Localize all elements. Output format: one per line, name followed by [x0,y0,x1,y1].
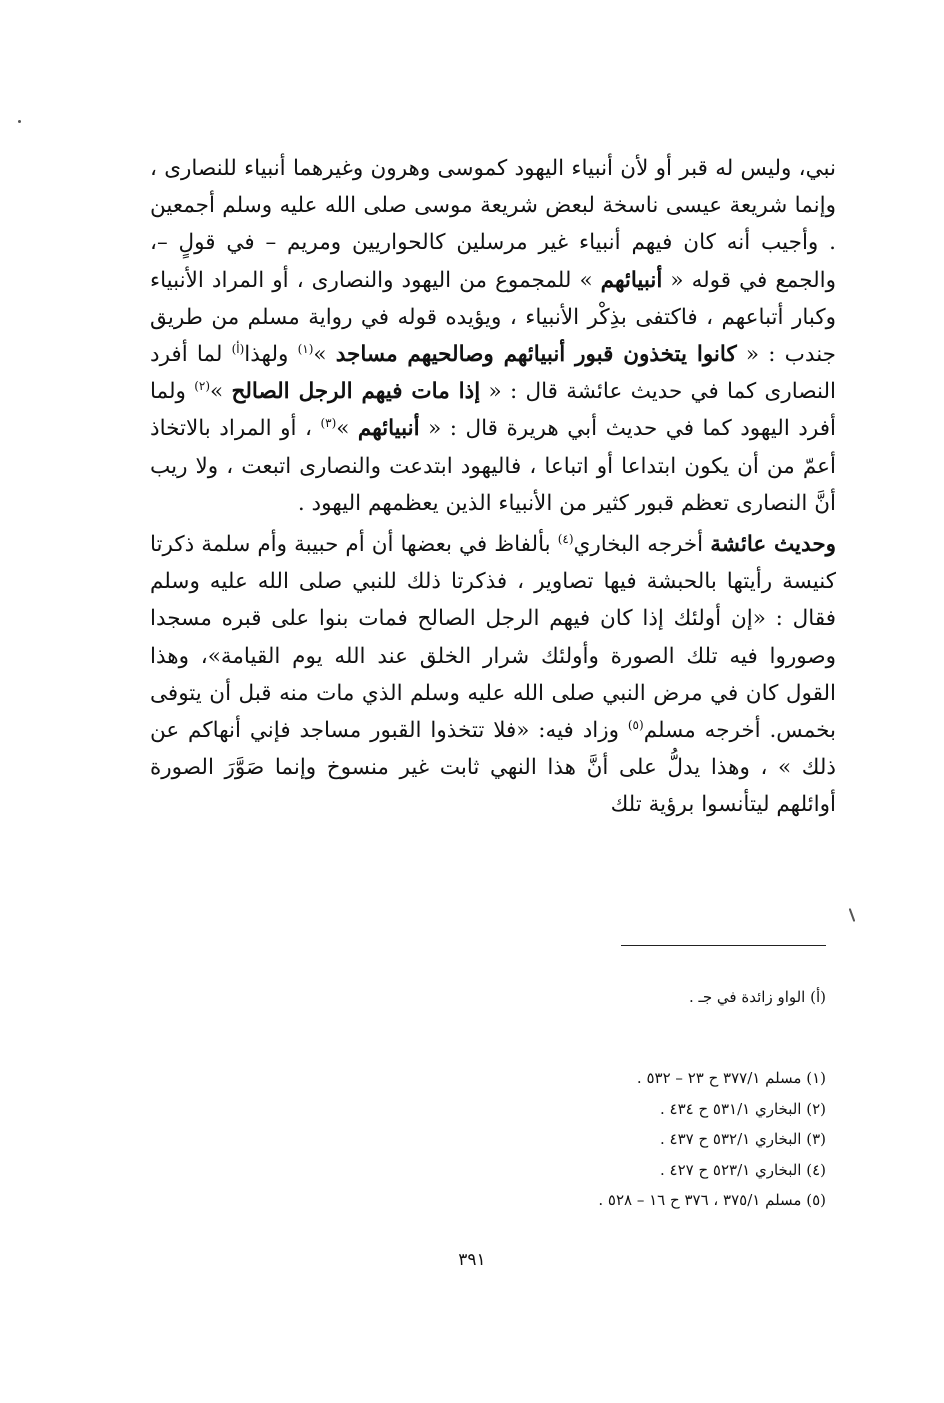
letter-notes [226,982,826,1013]
footnote-marker: (٤) [557,531,574,546]
text-run: ولما أفرد اليهود كما في حديث أبي هريرة قال : « [150,379,836,442]
text-run: بألفاظ في بعضها أن أم حبيبة وأم سلمة ذكرتا كنيسة رأيتها بالحبشة فيها تصاوير ، فذكرتا ذلك للنبي صلى الله عليه وسلم فقال : «إن أولئك إذا كان فيهم الرجل الصالح فمات بنوا على قبره مسجدا وصوروا فيه تلك الصورة وأولئك شرار الخلق عند الله يوم القيامة»، وهذا القول كان في مرض النبي صلى الله عليه وسلم الذي مات منه قبل أن يتوفى بخمس. أخرجه مسلم [150,532,836,744]
footnote-marker: (٢) [194,379,211,394]
footnote-3: (٣) البخاري ٥٣٢/١ ح ٤٣٧ . [659,1130,826,1148]
text-run: » [210,379,232,405]
text-run: نبي، وليس له قبر أو لأن أنبياء اليهود كموسى وهرون وغيرهما أنبياء للنصارى ، وإنما شريعة عيسى ناسخة لبعض شريعة موسى صلى الله عليه وسلم أجمعين . وأجيب أنه كان فيهم أنبياء غير مرسلين كالحواريين ومريم – في قولٍ –، والجمع في قوله « [150,156,836,293]
letter-note: (أ) الواو زائدة في جـ . [688,988,826,1006]
text-run: ولهذا [244,342,298,368]
text-run: » [313,342,336,368]
scan-speck [849,908,856,922]
text-run: وزاد فيه: «فلا تتخذوا القبور مساجد فإني أنهاكم عن ذلك » ، وهذا يدلُّ على أنَّ هذا النهي ثابت غير منسوخ وإنما صَوَّرَ الصورة أوائلهم ليتأنسوا برؤية تلك [150,718,836,818]
paragraph-2 [150,526,836,824]
footnote-2: (٢) البخاري ٥٣١/١ ح ٤٣٤ . [659,1099,826,1118]
bold-phrase: أنبيائهم [357,416,420,442]
footnote-5: (٥) مسلم ٣٧٥/١ ، ٣٧٦ ح ١٦ – ٥٢٨ . [598,1191,826,1209]
text-run: » [336,416,358,442]
scan-speck [18,120,21,123]
main-text [150,150,836,824]
text-run: » للمجموع من اليهود والنصارى ، أو المراد الأنبياء وكبار أتباعهم ، فاكتفى بذِكْر الأنبياء ، ويؤيده قوله في رواية مسلم من طريق جندب : « [150,267,836,368]
footnote-4: (٤) البخاري ٥٢٣/١ ح ٤٢٧ . [659,1160,826,1179]
footnote-marker: (أ) [231,341,245,356]
text-run: ، أو المراد بالاتخاذ أعمّ من أن يكون ابتداعا أو اتباعا ، فاليهود ابتدعت والنصارى اتبعت ، ولا ريب أنَّ النصارى تعظم قبور كثير من الأنبياء الذين يعظمهم اليهود . [150,416,836,516]
footnote-separator [621,945,826,946]
footnote-marker: (٥) [627,717,644,732]
footnote-marker: (٣) [320,416,337,431]
footnote-marker: (١) [297,341,314,356]
footnotes [226,1063,826,1216]
text-run: لما أفرد النصارى كما في حديث عائشة قال : « [150,342,836,405]
bold-phrase: إذا مات فيهم الرجل الصالح [231,379,481,405]
bold-phrase: وحديث عائشة [710,532,836,558]
page-number: ٣٩١ [458,1250,486,1270]
bold-phrase: كانوا يتخذون قبور أنبيائهم وصالحيهم مساجد [335,342,737,368]
bold-phrase: أنبيائهم [600,267,663,293]
footnote-1: (١) مسلم ٣٧٧/١ ح ٢٣ – ٥٣٢ . [636,1069,826,1087]
text-run: أخرجه البخاري [573,532,711,558]
paragraph-1 [150,150,836,522]
